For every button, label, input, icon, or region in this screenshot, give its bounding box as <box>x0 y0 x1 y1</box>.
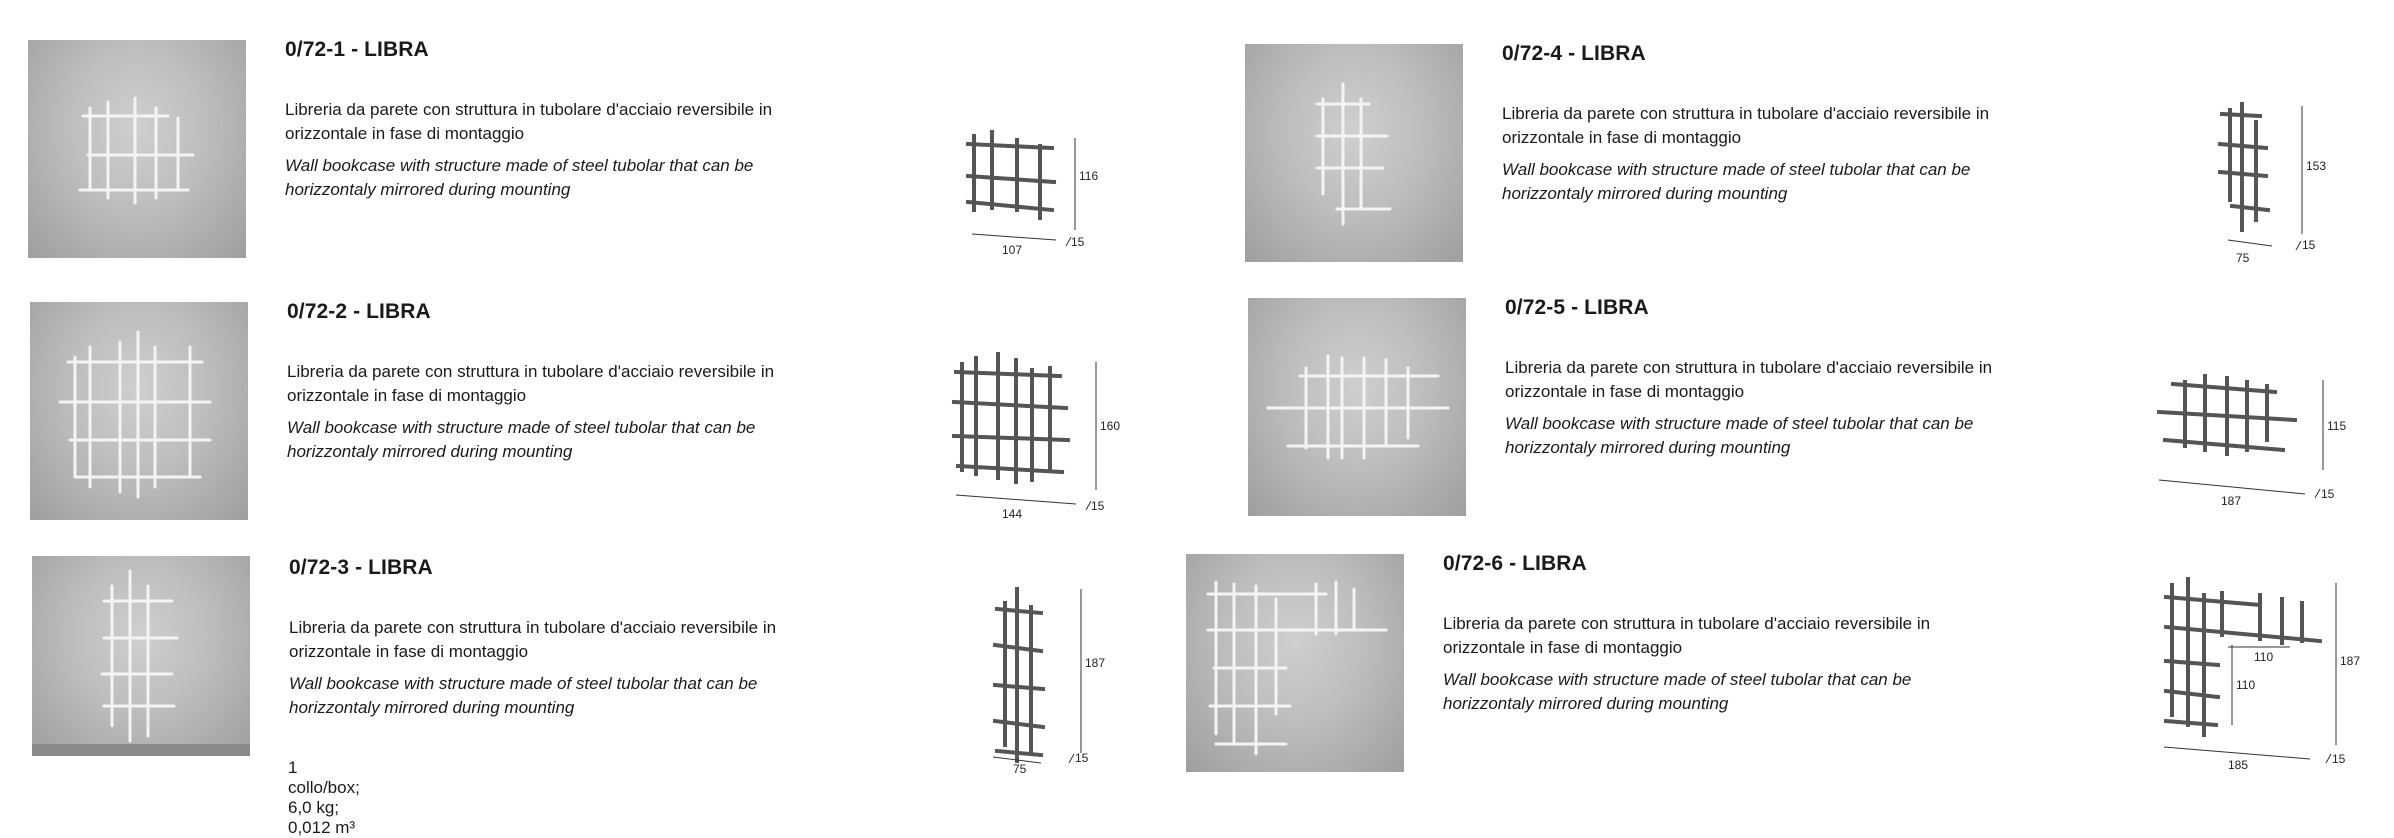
dimension-drawing <box>985 585 1105 780</box>
dimension-drawing <box>2160 575 2360 780</box>
width-label: 185 <box>2228 758 2249 772</box>
technical-drawing <box>950 350 1121 530</box>
bookcase-photo-render <box>32 556 250 756</box>
description-italian: Libreria da parete con struttura in tubolare d'acciaio reversibile in orizzontale in fase di montaggio <box>285 100 773 143</box>
description-english: Wall bookcase with structure made of steel tubolar that can be horizzontaly mirrored during mounting <box>285 156 754 199</box>
technical-drawing <box>2155 370 2355 510</box>
description-italian: Libreria da parete con struttura in tubolare d'acciaio reversibile in orizzontale in fase di montaggio <box>289 618 777 661</box>
depth-label: 15 <box>2302 238 2316 252</box>
product-photo <box>32 556 250 756</box>
inner-height-label: 110 <box>2236 678 2256 692</box>
width-label: 187 <box>2221 494 2242 508</box>
height-label: 187 <box>1085 656 1106 670</box>
bookcase-photo-render <box>1248 298 1466 516</box>
depth-label: 15 <box>2321 487 2335 501</box>
height-label: 115 <box>2327 419 2347 433</box>
inner-width-label: 110 <box>2254 650 2274 664</box>
technical-drawing <box>985 585 1105 775</box>
description-english: Wall bookcase with structure made of steel tubolar that can be horizzontaly mirrored during mounting <box>287 418 756 461</box>
product-code: 0/72-4 - LIBRA <box>1502 42 1646 65</box>
description-english: Wall bookcase with structure made of steel tubolar that can be horizzontaly mirrored during mounting <box>289 674 758 717</box>
technical-drawing <box>960 130 1110 260</box>
dimension-drawing <box>950 350 1121 535</box>
description-italian: Libreria da parete con struttura in tubolare d'acciaio reversibile in orizzontale in fase di montaggio <box>1505 358 1993 401</box>
height-label: 153 <box>2306 159 2327 173</box>
depth-label: 15 <box>1091 499 1105 513</box>
height-label: 116 <box>1079 169 1099 183</box>
height-label: 160 <box>1100 419 1121 433</box>
description-english: Wall bookcase with structure made of steel tubolar that can be horizzontaly mirrored during mounting <box>1502 160 1971 203</box>
technical-drawing <box>2210 100 2327 265</box>
depth-label: 15 <box>1075 751 1089 765</box>
bookcase-photo-render <box>28 40 246 258</box>
product-code: 0/72-2 - LIBRA <box>287 300 431 323</box>
product-photo <box>1186 554 1404 772</box>
description-english: Wall bookcase with structure made of steel tubolar that can be horizzontaly mirrored during mounting <box>1443 670 1912 713</box>
bookcase-photo-render <box>1186 554 1404 772</box>
product-code: 0/72-3 - LIBRA <box>289 556 433 579</box>
bookcase-photo-render <box>1245 44 1463 262</box>
dimension-drawing <box>960 130 1110 265</box>
description-italian: Libreria da parete con struttura in tubolare d'acciaio reversibile in orizzontale in fase di montaggio <box>287 362 775 405</box>
description-italian: Libreria da parete con struttura in tubolare d'acciaio reversibile in orizzontale in fase di montaggio <box>1443 614 1931 657</box>
description-english: Wall bookcase with structure made of steel tubolar that can be horizzontaly mirrored during mounting <box>1505 414 1974 457</box>
width-label: 75 <box>2236 251 2250 265</box>
depth-label: 15 <box>1071 235 1085 249</box>
product-code: 0/72-6 - LIBRA <box>1443 552 1587 575</box>
product-photo <box>1248 298 1466 516</box>
packaging-note: 1 collo/box; 6,0 kg; 0,012 m³ <box>288 758 360 837</box>
product-code: 0/72-5 - LIBRA <box>1505 296 1649 319</box>
bookcase-photo-render <box>30 302 248 520</box>
depth-label: 15 <box>2332 752 2346 766</box>
product-photo <box>28 40 246 258</box>
dimension-drawing <box>2210 100 2327 265</box>
width-label: 75 <box>1013 762 1027 776</box>
description-italian: Libreria da parete con struttura in tubolare d'acciaio reversibile in orizzontale in fase di montaggio <box>1502 104 1990 147</box>
dimension-drawing <box>2155 370 2355 515</box>
width-label: 107 <box>1002 243 1023 257</box>
width-label: 144 <box>1002 507 1023 521</box>
product-photo <box>30 302 248 520</box>
height-label: 187 <box>2340 654 2361 668</box>
technical-drawing <box>2160 575 2360 775</box>
product-code: 0/72-1 - LIBRA <box>285 38 429 61</box>
product-photo <box>1245 44 1463 262</box>
